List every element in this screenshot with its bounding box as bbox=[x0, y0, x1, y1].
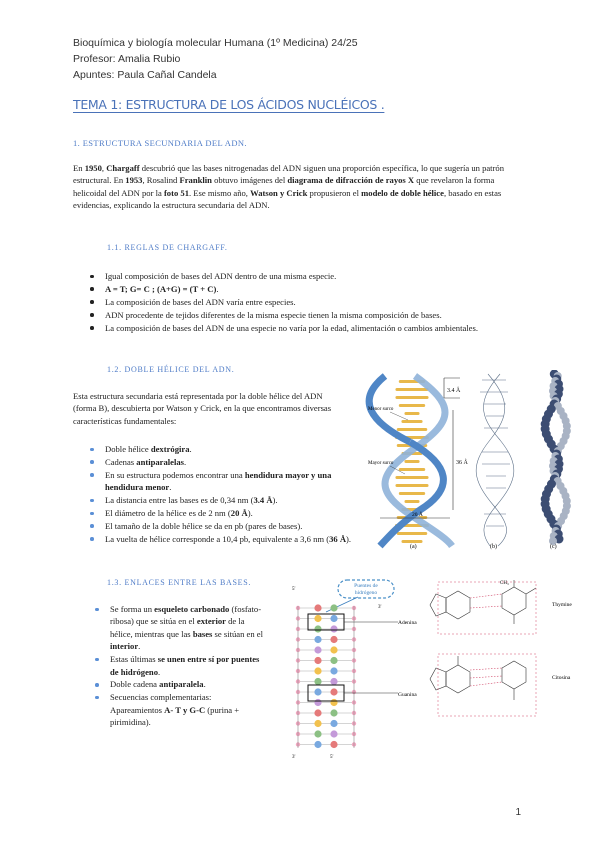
text-run: (fosfato-ribosa) que se sitúa en el bbox=[110, 604, 262, 627]
text-run: El diámetro de la hélice es de 2 nm ( bbox=[105, 508, 231, 519]
subsection-heading-chargaff: 1.1. REGLAS DE CHARGAFF. bbox=[107, 243, 228, 252]
author-line: Apuntes: Paula Cañal Candela bbox=[73, 69, 217, 81]
dim-36-label: 36 Å bbox=[456, 460, 468, 466]
callout-word-2: hidrógeno bbox=[354, 590, 378, 596]
base-node bbox=[314, 636, 321, 643]
base-pair-rung bbox=[399, 468, 425, 471]
list-item bbox=[85, 270, 515, 282]
bonds-list bbox=[90, 603, 265, 729]
at-pair-structure bbox=[430, 580, 536, 624]
base-node bbox=[330, 667, 337, 674]
subsection-heading-bonds: 1.3. ENLACES ENTRE LAS BASES. bbox=[107, 578, 252, 587]
adenine-thymine-highlight bbox=[308, 614, 344, 630]
text-run: obtuvo imágenes del bbox=[211, 175, 288, 186]
list-item bbox=[85, 507, 353, 519]
text-run: de la hélice, mientras que las bbox=[110, 616, 245, 639]
text-run: ). bbox=[272, 495, 278, 506]
base-pair-rung bbox=[395, 388, 428, 391]
base-pair-rung bbox=[395, 476, 428, 479]
page-title: TEMA 1: ESTRUCTURA DE LOS ÁCIDOS NUCLÉICOS . bbox=[73, 97, 385, 112]
helix-features-list bbox=[85, 443, 353, 546]
intro-paragraph bbox=[73, 162, 509, 212]
base-pair-rung bbox=[401, 540, 422, 543]
list-item bbox=[85, 283, 515, 295]
list-item bbox=[90, 653, 265, 678]
bold-text: exterior bbox=[196, 616, 226, 627]
bold-text: A- T y G-C bbox=[164, 704, 206, 715]
text-run: , bbox=[101, 163, 107, 173]
guanine-label: Guanina bbox=[398, 692, 417, 698]
base-node bbox=[314, 657, 321, 664]
list-item bbox=[90, 603, 265, 653]
subsection-heading-helix: 1.2. DOBLE HÉLICE DEL ADN. bbox=[107, 365, 235, 374]
helix-ribbon-model bbox=[368, 376, 469, 550]
page-number: 1 bbox=[515, 807, 521, 818]
text-run: Doble cadena bbox=[110, 679, 160, 690]
base-pair-rung bbox=[404, 412, 419, 415]
base-node bbox=[330, 636, 337, 643]
section-heading: 1. ESTRUCTURA SECUNDARIA DEL ADN. bbox=[73, 138, 247, 148]
bold-text: A = T; G= C ; (A+G) = (T + C) bbox=[105, 283, 217, 294]
base-pair-rung bbox=[397, 428, 428, 431]
at-hydrogen-bonds bbox=[470, 594, 502, 608]
text-run: , basado en estas evidencias, explicando la estructura secundaria del ADN. bbox=[73, 187, 502, 211]
text-run: . bbox=[138, 641, 141, 652]
base-node bbox=[314, 615, 321, 622]
course-line: Bioquímica y biología molecular Humana (1º Medicina) 24/25 bbox=[73, 37, 358, 49]
figure-label-b: (b) bbox=[490, 544, 497, 550]
base-node bbox=[330, 657, 337, 664]
text-run: Se forma un bbox=[110, 604, 155, 614]
guanine-cytosine-highlight bbox=[308, 685, 344, 701]
base-pair-rung bbox=[395, 396, 428, 399]
bold-text: modelo de doble hélice bbox=[361, 187, 444, 198]
list-item bbox=[85, 469, 353, 494]
list-item bbox=[85, 494, 353, 506]
base-node bbox=[330, 699, 337, 706]
base-node bbox=[314, 709, 321, 716]
text-run: ADN procedente de tejidos diferentes de la misma especie tienen la misma composición de bases. bbox=[105, 309, 442, 320]
gc-hydrogen-bonds bbox=[470, 668, 502, 686]
list-item bbox=[90, 678, 265, 690]
minor-groove-label: Menor surco bbox=[368, 407, 394, 412]
text-run: En bbox=[73, 163, 85, 173]
bold-text: esqueleto carbonado bbox=[154, 604, 230, 614]
label-3prime-top: 3' bbox=[378, 605, 382, 610]
base-pair-rung bbox=[401, 420, 422, 423]
label-3prime-bottom: 3' bbox=[292, 755, 296, 760]
text-run: La distancia entre las bases es de 0,34 nm ( bbox=[105, 495, 254, 506]
base-node bbox=[330, 741, 337, 748]
text-run: . bbox=[203, 679, 206, 690]
base-node bbox=[314, 699, 321, 706]
bold-text: 3.4 Å bbox=[253, 495, 273, 506]
text-run: . bbox=[216, 283, 219, 294]
bold-text: interior bbox=[110, 641, 139, 652]
base-node bbox=[314, 625, 321, 632]
dim-20-label: 20 Å bbox=[412, 512, 423, 518]
list-item bbox=[85, 296, 515, 308]
list-item bbox=[90, 691, 265, 728]
text-run: Cadenas bbox=[105, 456, 137, 467]
text-run: . bbox=[169, 482, 172, 493]
text-run: que revelaron la forma helicoidal del ADN por la bbox=[73, 175, 495, 198]
text-run: , Rosalind bbox=[142, 175, 180, 186]
label-5prime-bottom: 5' bbox=[330, 755, 334, 760]
list-item bbox=[85, 443, 353, 455]
base-node bbox=[314, 730, 321, 737]
gc-pair-structure bbox=[430, 656, 526, 700]
text-run: . bbox=[184, 456, 187, 467]
helix-spacefill-model bbox=[541, 370, 571, 545]
dna-helix-figure bbox=[360, 370, 582, 556]
base-node bbox=[330, 720, 337, 727]
text-run: propusieron el bbox=[307, 187, 362, 198]
chargaff-list bbox=[85, 270, 515, 335]
bold-text: bases bbox=[192, 628, 213, 639]
base-pair-rung bbox=[399, 404, 425, 407]
bold-text: hendidura mayor y una hendidura menor bbox=[105, 469, 332, 493]
base-pair-rung bbox=[397, 532, 427, 535]
bold-text: diagrama de difracción de rayos X bbox=[287, 175, 415, 186]
text-run: se sitúan en el bbox=[212, 628, 263, 639]
base-node bbox=[330, 625, 337, 632]
text-run: Esta estructura secundaria está representada por la doble hélice del ADN (forma B), descubierta por Watson y Crick, en la que encontramos diversas características fundamentales: bbox=[73, 391, 332, 426]
major-groove-label: Mayor surco bbox=[368, 461, 394, 466]
text-run: La composición de bases del ADN varía entre especies. bbox=[105, 296, 296, 307]
list-item bbox=[85, 309, 515, 321]
professor-line: Profesor: Amalia Rubio bbox=[73, 53, 181, 65]
text-run: ). bbox=[346, 533, 352, 544]
bold-text: 36 Å bbox=[329, 533, 347, 544]
list-item bbox=[85, 520, 353, 532]
thymine-label: Thymine bbox=[552, 602, 572, 608]
base-node bbox=[330, 709, 337, 716]
base-node bbox=[330, 678, 337, 685]
base-node bbox=[330, 646, 337, 653]
list-item bbox=[85, 322, 515, 334]
bold-text: se unen entre sí por puentes de hidrógeno bbox=[110, 654, 260, 677]
base-node bbox=[330, 730, 337, 737]
base-pair-ladder-figure bbox=[286, 578, 401, 763]
base-node bbox=[330, 688, 337, 695]
text-run: . bbox=[158, 666, 161, 677]
text-run: Doble hélice bbox=[105, 444, 151, 454]
base-node bbox=[314, 667, 321, 674]
text-run: ). bbox=[247, 508, 253, 519]
bold-text: 20 Å bbox=[230, 508, 248, 519]
text-run: Estas últimas bbox=[110, 654, 158, 665]
callout-word-1: Puentes de bbox=[354, 583, 378, 589]
base-pair-rung bbox=[395, 484, 428, 487]
text-run: En su estructura podemos encontrar una bbox=[105, 469, 245, 480]
figure-label-c: (c) bbox=[550, 544, 557, 550]
text-run: La composición de bases del ADN de una especie no varía por la edad, alimentación o cambios ambientales. bbox=[105, 322, 478, 333]
base-node bbox=[314, 678, 321, 685]
cytosine-label: Citosina bbox=[552, 675, 571, 681]
base-pair-rung bbox=[404, 460, 419, 463]
bold-text: dextrógira bbox=[150, 444, 190, 454]
helix-paragraph bbox=[73, 390, 348, 427]
list-item bbox=[85, 533, 353, 545]
adenine-label: Adenina bbox=[398, 620, 417, 626]
base-pair-chemistry-figure bbox=[398, 578, 578, 728]
base-pair-rung bbox=[404, 500, 419, 503]
base-node bbox=[314, 646, 321, 653]
text-run: Secuencias complementarias: Apareamientos bbox=[110, 692, 212, 715]
text-run: La vuelta de hélice corresponde a 10,4 pb, equivalente a 3,6 nm ( bbox=[105, 533, 330, 544]
text-run: Igual composición de bases del ADN dentro de una misma especie. bbox=[105, 271, 337, 281]
text-run: El tamaño de la doble hélice se da en pb (pares de bases). bbox=[105, 520, 303, 531]
bold-text: Chargaff bbox=[106, 163, 140, 173]
base-node bbox=[330, 615, 337, 622]
bold-text: antiparalela bbox=[159, 679, 204, 690]
helix-wire-model bbox=[476, 374, 514, 546]
dim-34-label: 3.4 Å bbox=[447, 388, 461, 394]
figure-label-a: (a) bbox=[410, 544, 417, 550]
list-item bbox=[85, 456, 353, 468]
base-node bbox=[314, 604, 321, 611]
label-5prime-top: 5' bbox=[292, 587, 296, 592]
bold-text: foto 51 bbox=[163, 187, 189, 198]
bold-text: 1953 bbox=[125, 175, 143, 186]
bold-text: antiparalelas bbox=[136, 456, 185, 467]
text-run: . Ese mismo año, bbox=[189, 187, 251, 198]
text-run: . bbox=[189, 444, 192, 454]
base-node bbox=[314, 688, 321, 695]
base-pair-rung bbox=[399, 492, 425, 495]
base-node bbox=[314, 741, 321, 748]
text-run: descubrió que las bases nitrogenadas del ADN siguen una proporción específica, lo que sugería un patrón estructural. En bbox=[73, 163, 505, 186]
bold-text: Franklin bbox=[179, 175, 212, 186]
methyl-label: CH₃ bbox=[500, 581, 509, 586]
bold-text: 1950 bbox=[84, 163, 102, 173]
base-node bbox=[314, 720, 321, 727]
base-node bbox=[330, 604, 337, 611]
bold-text: Watson y Crick bbox=[250, 187, 308, 198]
text-run: (purina + pirimidina). bbox=[110, 704, 240, 728]
